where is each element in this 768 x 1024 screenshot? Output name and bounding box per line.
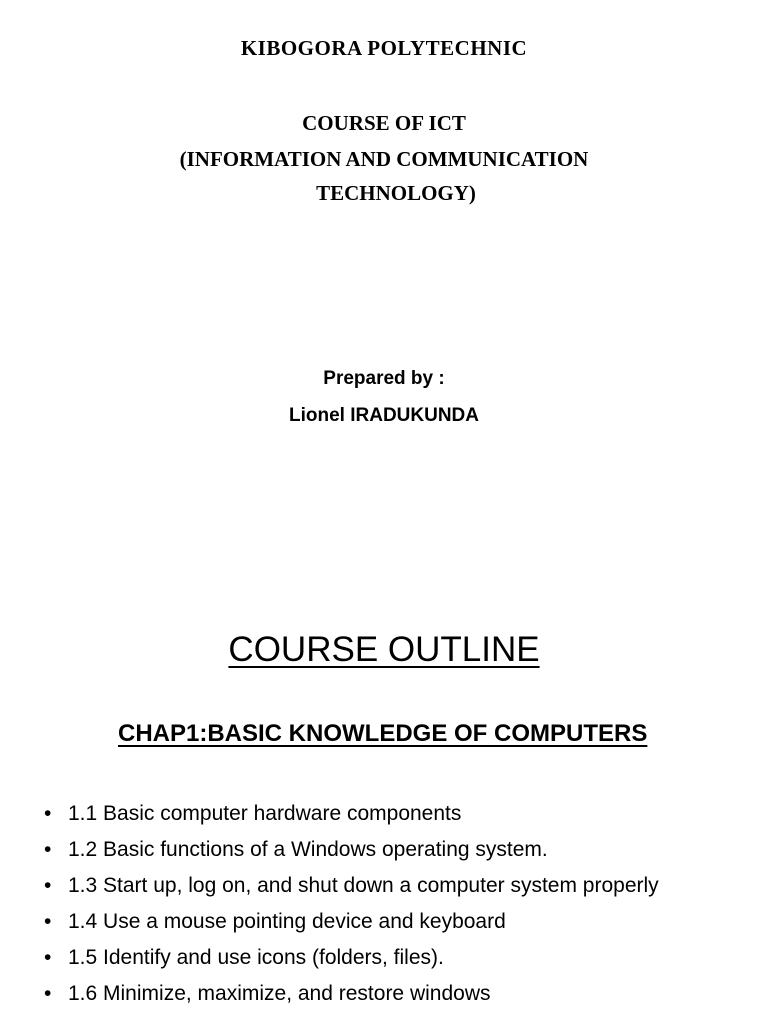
course-full-name-line-1: (INFORMATION AND COMMUNICATION (179, 147, 589, 171)
list-item-text: 1.2 Basic functions of a Windows operating system. (68, 838, 548, 861)
list-item (44, 798, 744, 830)
chapter-title: CHAP1:BASIC KNOWLEDGE OF COMPUTERS (118, 720, 648, 747)
course-title: COURSE OF ICT (302, 111, 466, 135)
list-item (44, 870, 744, 902)
list-item-text: 1.3 Start up, log on, and shut down a computer system properly (68, 874, 659, 897)
bullet-icon: • (44, 910, 52, 933)
list-item-text: 1.1 Basic computer hardware components (68, 802, 462, 825)
bullet-icon: • (44, 874, 52, 897)
list-item-text: 1.4 Use a mouse pointing device and keyboard (68, 910, 506, 933)
bullet-icon: • (44, 802, 52, 825)
prepared-by-label: Prepared by : (323, 368, 445, 389)
list-item (44, 942, 744, 974)
course-full-name-line-2: TECHNOLOGY) (316, 181, 476, 205)
list-item-text: 1.6 Minimize, maximize, and restore windows (68, 982, 491, 1005)
list-item-text: 1.5 Identify and use icons (folders, files). (68, 946, 444, 969)
author-name: Lionel IRADUKUNDA (289, 405, 479, 426)
outline-list (44, 798, 744, 1014)
list-item (44, 978, 744, 1010)
bullet-icon: • (44, 838, 52, 861)
list-item (44, 834, 744, 866)
list-item (44, 906, 744, 938)
institution-name: KIBOGORA POLYTECHNIC (240, 36, 528, 60)
bullet-icon: • (44, 982, 52, 1005)
bullet-icon: • (44, 946, 52, 969)
outline-title: COURSE OUTLINE (228, 630, 540, 669)
outline-slide (0, 590, 768, 1024)
